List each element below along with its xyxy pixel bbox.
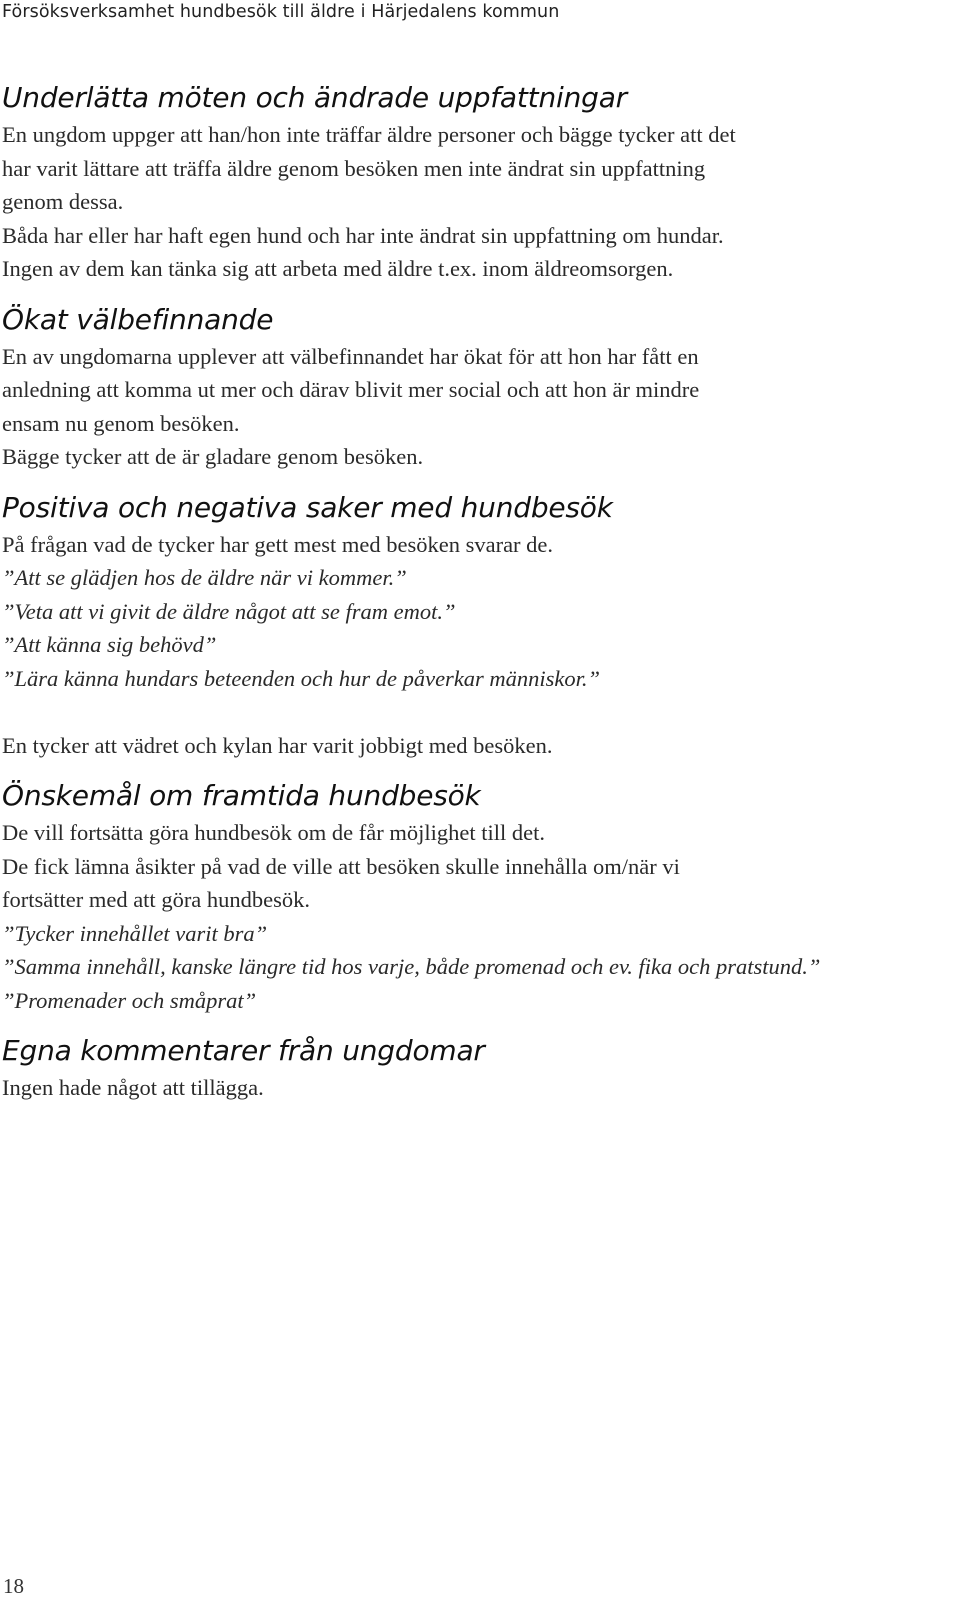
section-onskemal	[2, 776, 952, 1017]
paragraph-line: Ingen hade något att tillägga.	[2, 1075, 264, 1100]
section-underlatta-moten	[2, 78, 952, 286]
paragraph-line: De fick lämna åsikter på vad de ville att besöken skulle innehålla om/när vi	[2, 853, 680, 879]
section-heading: Underlätta möten och ändrade uppfattningar	[2, 81, 627, 114]
paragraph-line: Bägge tycker att de är gladare genom besöken.	[2, 444, 424, 469]
paragraph-line: De vill fortsätta göra hundbesök om de får möjlighet till det.	[2, 820, 545, 845]
page-content	[2, 78, 952, 1105]
paragraph-line: genom dessa.	[2, 189, 124, 214]
section-okat-valbefinnande	[2, 300, 952, 474]
paragraph-line: En ungdom uppger att han/hon inte träffar äldre personer och bägge tycker att det	[2, 122, 736, 147]
quote-line: ”Tycker innehållet varit bra”	[2, 920, 268, 946]
paragraph-line: Ingen av dem kan tänka sig att arbeta med äldre t.ex. inom äldreomsorgen.	[2, 256, 674, 281]
quote-line: ”Att känna sig behövd”	[2, 632, 217, 657]
quote-line: ”Lära känna hundars beteenden och hur de påverkar människor.”	[2, 665, 601, 691]
quote-line: ”Promenader och småprat”	[2, 987, 257, 1013]
paragraph-line: På frågan vad de tycker har gett mest med besöken svarar de.	[2, 531, 554, 557]
quote-line: ”Att se glädjen hos de äldre när vi kommer.”	[2, 565, 407, 590]
section-heading: Ökat välbefinnande	[2, 302, 274, 336]
paragraph-line: anledning att komma ut mer och därav blivit mer social och att hon är mindre	[2, 377, 700, 402]
paragraph-line: En av ungdomarna upplever att välbefinnandet har ökat för att hon har fått en	[2, 343, 699, 369]
section-egna-kommentarer	[2, 1031, 952, 1105]
section-heading: Egna kommentarer från ungdomar	[2, 1034, 485, 1067]
running-header: Försöksverksamhet hundbesök till äldre i Härjedalens kommun	[2, 2, 560, 22]
section-heading: Positiva och negativa saker med hundbesök	[2, 490, 613, 524]
section-heading: Önskemål om framtida hundbesök	[2, 779, 481, 812]
paragraph-line: En tycker att vädret och kylan har varit jobbigt med besöken.	[2, 732, 553, 758]
page-number: 18	[3, 1574, 24, 1598]
blank-line	[2, 695, 952, 729]
section-positiva-negativa	[2, 488, 952, 763]
quote-line: ”Samma innehåll, kanske längre tid hos varje, både promenad och ev. fika och pratstund.”	[2, 954, 821, 979]
paragraph-line: har varit lättare att träffa äldre genom besöken men inte ändrat sin uppfattning	[2, 155, 706, 181]
quote-line: ”Veta att vi givit de äldre något att se fram emot.”	[2, 598, 456, 624]
paragraph-line: ensam nu genom besöken.	[2, 410, 240, 436]
paragraph-line: fortsätter med att göra hundbesök.	[2, 887, 311, 912]
paragraph-line: Båda har eller har haft egen hund och har inte ändrat sin uppfattning om hundar.	[2, 222, 724, 248]
